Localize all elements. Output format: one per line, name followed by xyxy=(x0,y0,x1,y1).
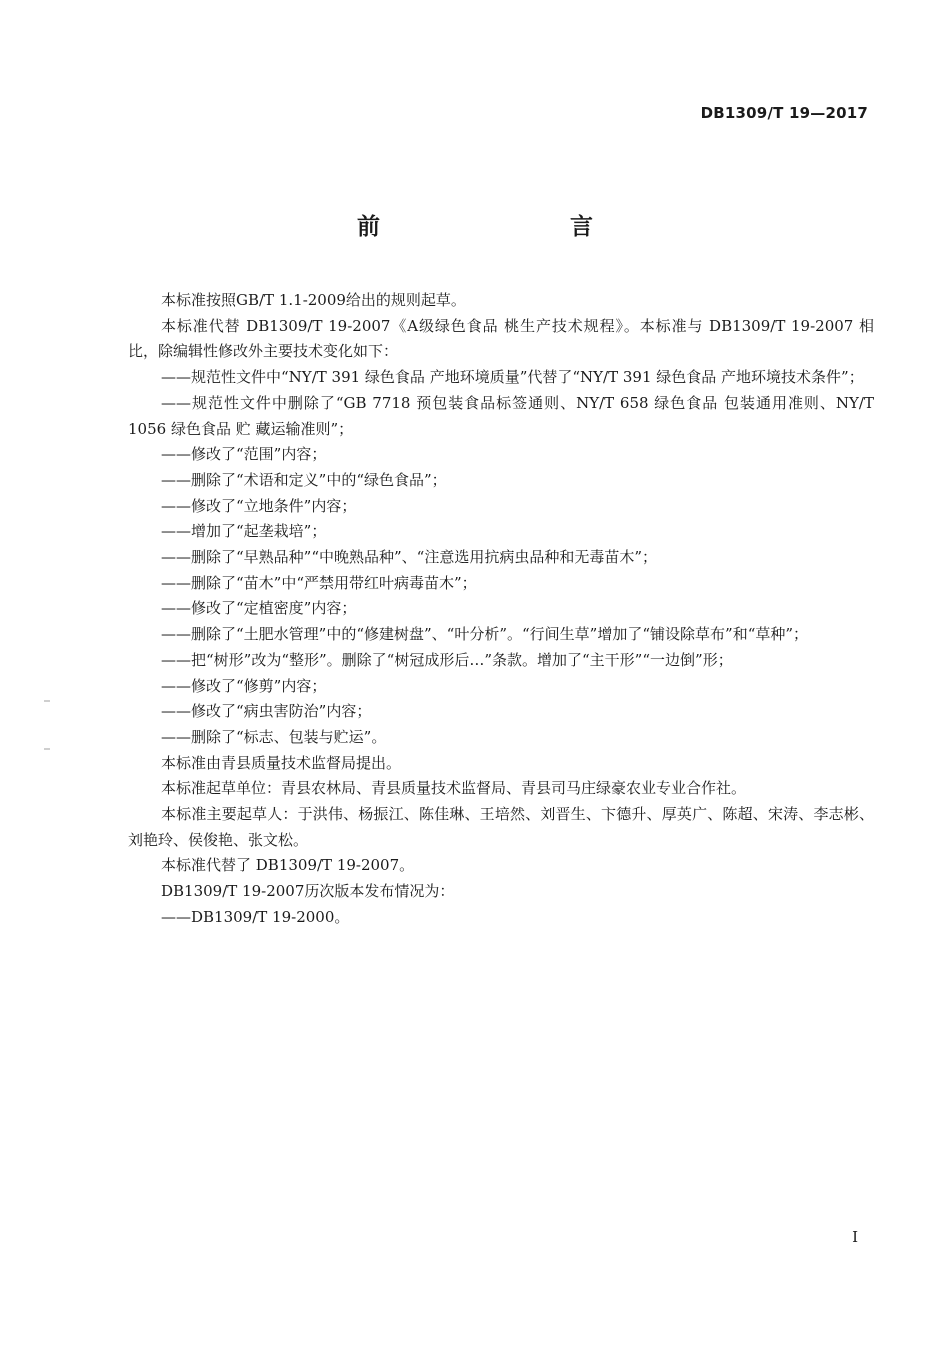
change-item: ——修改了“病虫害防治”内容； xyxy=(161,702,372,721)
change-item: ——规范性文件中“NY/T 391 绿色食品 产地环境质量”代替了“NY/T 391 绿色食品 产地环境技术条件”； xyxy=(161,368,864,387)
change-item: ——删除了“早熟品种”“中晚熟品种”、“注意选用抗病虫品种和无毒苗木”； xyxy=(161,548,658,567)
paragraph: 本标准按照GB/T 1.1-2009给出的规则起草。 xyxy=(161,291,466,309)
change-item: ——删除了“土肥水管理”中的“修建树盘”、“叶分析”。“行间生草”增加了“铺设除草布”和“草种”； xyxy=(161,625,809,644)
page-number: I xyxy=(852,1228,858,1246)
paragraph: DB1309/T 19-2007历次版本发布情况为： xyxy=(161,882,455,901)
paragraph: 本标准代替了 DB1309/T 19-2007。 xyxy=(161,856,415,875)
paragraph: 本标准起草单位：青县农林局、青县质量技术监督局、青县司马庄绿豪农业专业合作社。 xyxy=(161,779,747,798)
document-body xyxy=(128,288,874,931)
change-item: ——修改了“范围”内容； xyxy=(161,445,327,464)
paragraph: 本标准由青县质量技术监督局提出。 xyxy=(161,753,402,772)
paragraph: 本标准代替 DB1309/T 19-2007《A级绿色食品 桃生产技术规程》。本标准与 DB1309/T 19-2007 相比，除编辑性修改外主要技术变化如下： xyxy=(128,316,874,361)
change-item: ——增加了“起垄栽培”； xyxy=(161,522,327,541)
scan-mark xyxy=(44,748,50,750)
paragraph: 本标准主要起草人：于洪伟、杨振江、陈佳琳、王培然、刘晋生、卞德升、厚英广、陈超、宋涛、李志彬、刘艳玲、侯俊艳、张文松。 xyxy=(128,805,874,849)
change-item: ——把“树形”改为“整形”。删除了“树冠成形后…”条款。增加了“主干形”“一边倒”形； xyxy=(161,650,733,669)
change-item: ——规范性文件中删除了“GB 7718 预包装食品标签通则、NY/T 658 绿色食品 包装通用准则、NY/T 1056 绿色食品 贮 藏运输准则”； xyxy=(128,393,874,438)
change-item: ——删除了“标志、包装与贮运”。 xyxy=(161,727,387,746)
change-item: ——删除了“苗木”中“严禁用带红叶病毒苗木”； xyxy=(161,573,477,592)
paragraph: ——DB1309/T 19-2000。 xyxy=(161,907,350,926)
page-title: 前 言 xyxy=(357,214,641,240)
change-item: ——删除了“术语和定义”中的“绿色食品”； xyxy=(161,470,447,489)
change-item: ——修改了“立地条件”内容； xyxy=(161,496,357,515)
standard-number: DB1309/T 19—2017 xyxy=(700,104,868,122)
change-item: ——修改了“定植密度”内容； xyxy=(161,599,357,618)
scan-mark xyxy=(44,700,50,702)
change-item: ——修改了“修剪”内容； xyxy=(161,676,327,695)
